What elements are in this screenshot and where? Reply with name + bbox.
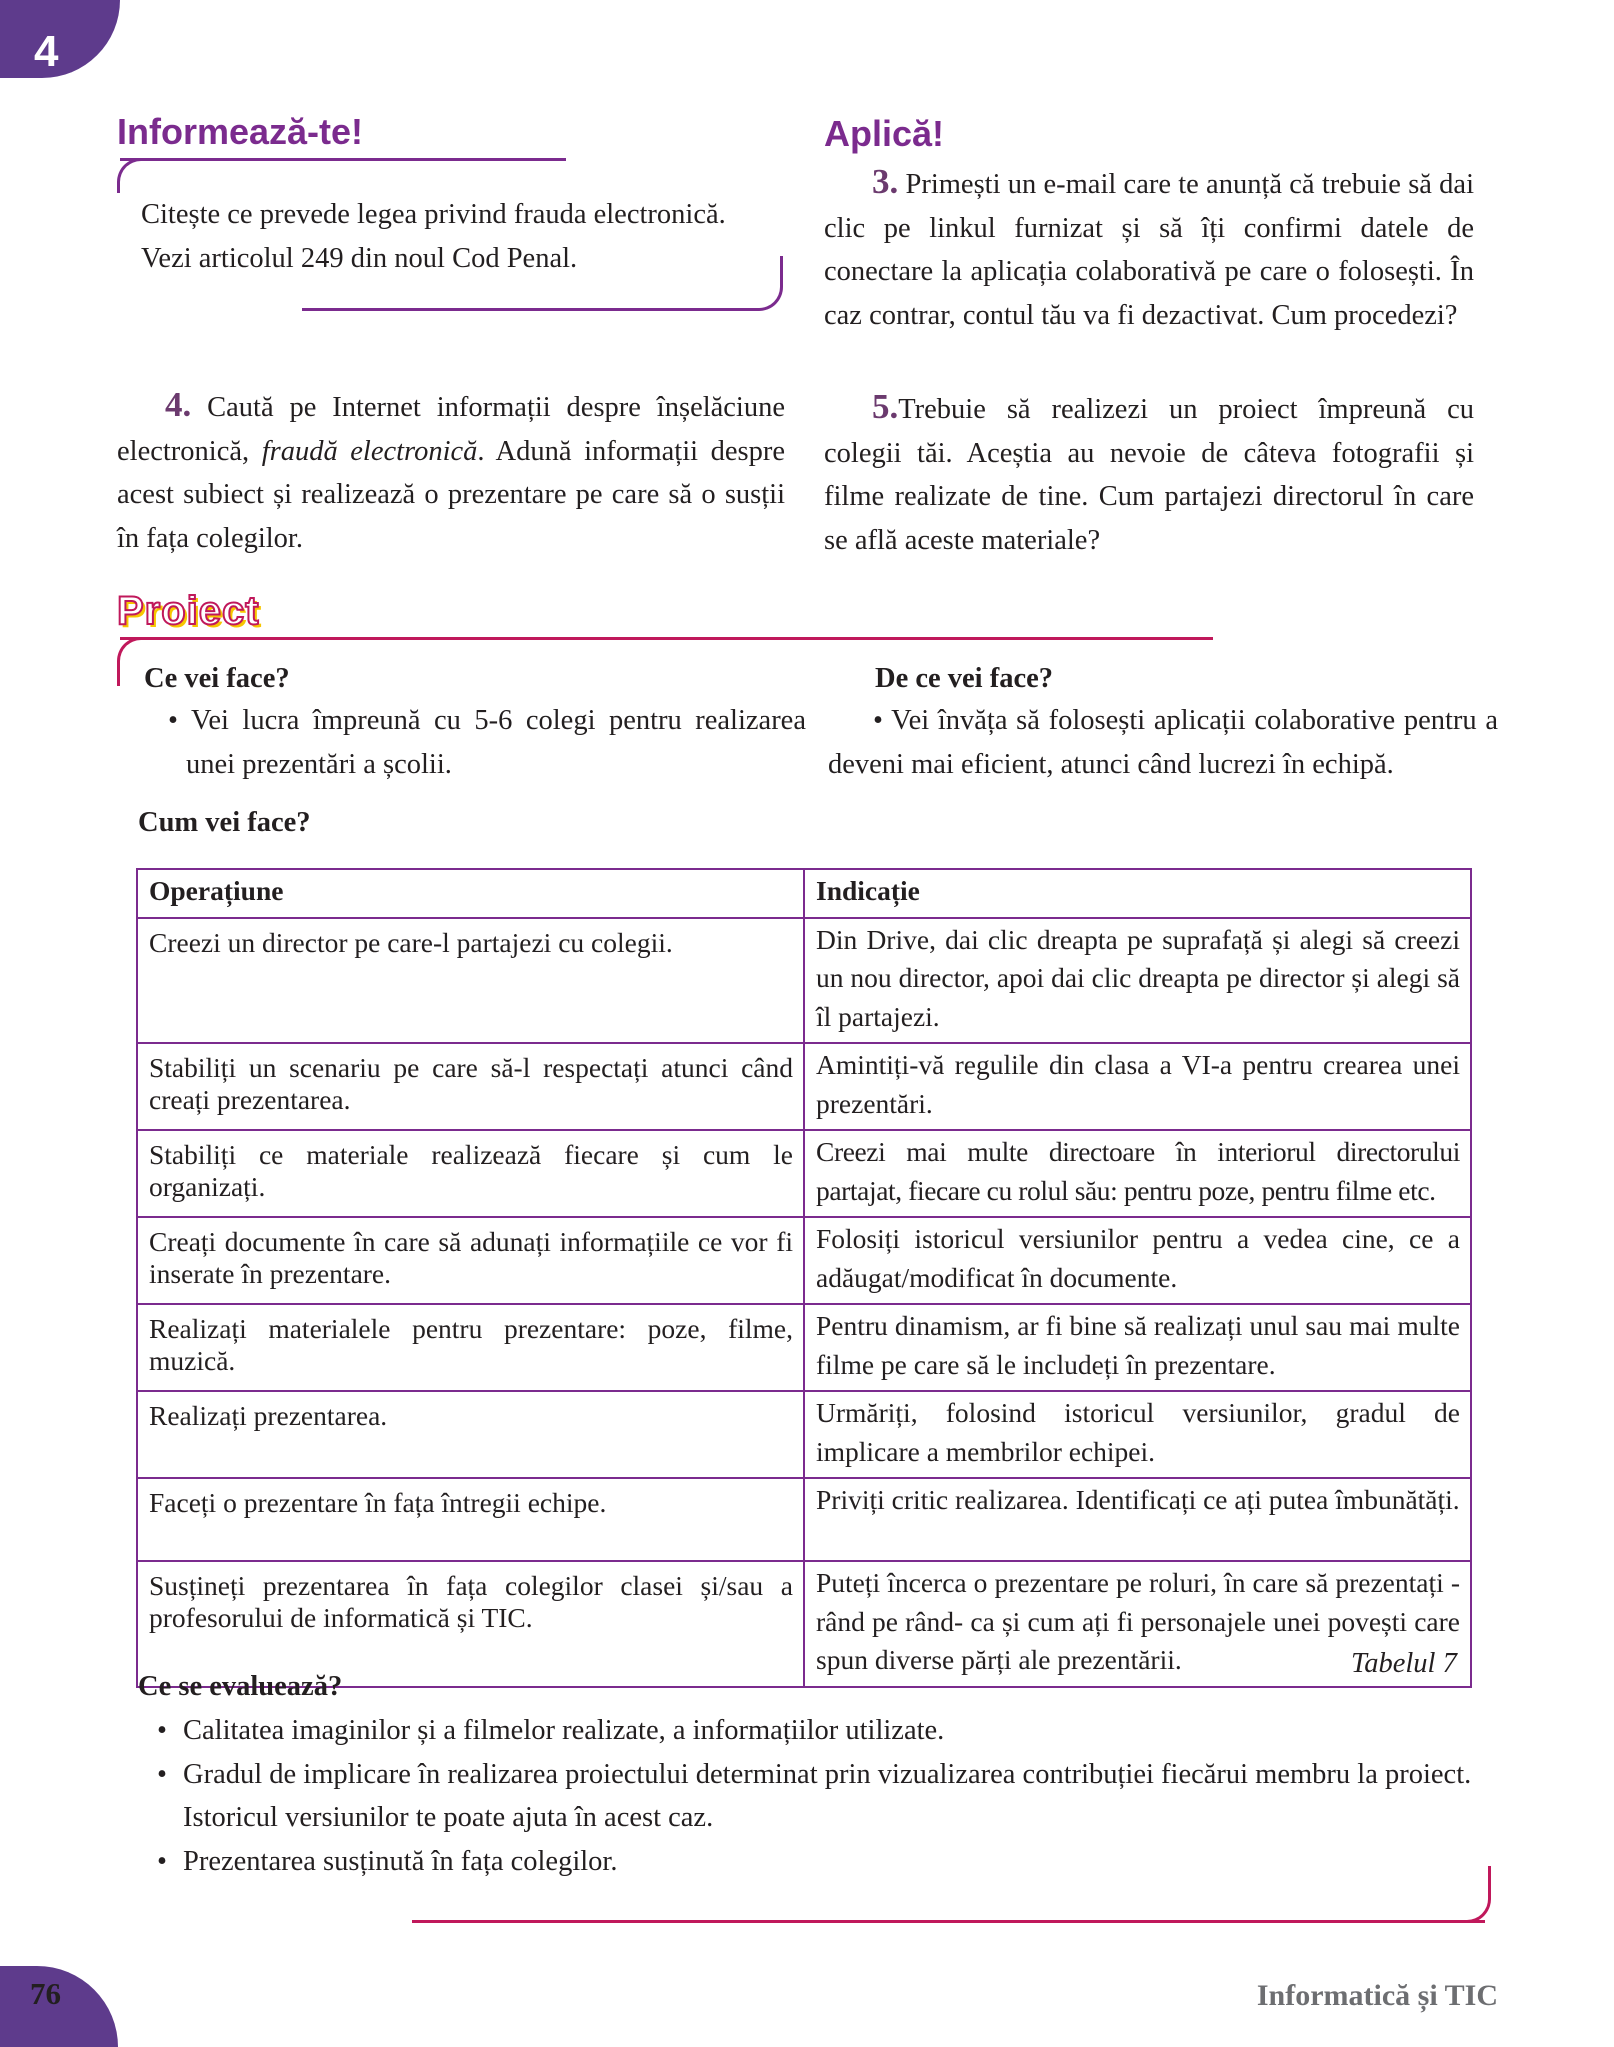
exercise-5 — [824, 385, 1474, 562]
what-item-text: Vei lucra împreună cu 5-6 colegi pentru realizarea unei prezentări a școlii. — [186, 705, 806, 780]
operation-cell: Realizați prezentarea. — [137, 1391, 804, 1478]
project-badge: Proiect — [117, 589, 260, 633]
table-header-indication: Indicație — [804, 869, 1471, 918]
indication-cell: Amintiți-vă regulile din clasa a VI-a pentru crearea unei prezentări. — [804, 1043, 1471, 1130]
why-item — [828, 699, 1498, 786]
indication-cell — [804, 1130, 1471, 1217]
exercise-3-text: Primești un e-mail care te anunță că trebuie să dai clic pe linkul furnizat și să îți confirmi datele de conectare la aplicația colaborativă pe care o folosești. În caz contrar, contul tău va fi dezactivat. Cum procedezi? — [824, 169, 1474, 331]
exercise-4-text-b: . Adună informații despre acest subiect și realizează o prezentare pe care să o susții în fața colegilor. — [117, 435, 785, 554]
inform-text: Citește ce prevede legea privind frauda electronică. Vezi articolul 249 din noul Cod Penal. — [141, 199, 726, 274]
indication-text: Creezi mai multe directoare în interiorul directorului partajat, fiecare cu rolul său: pentru poze, pentru filme etc. — [816, 1136, 1460, 1206]
how-title: Cum vei face? — [138, 807, 311, 838]
why-title: De ce vei face? — [875, 663, 1054, 694]
operation-cell: Faceți o prezentare în fața întregii echipe. — [137, 1478, 804, 1561]
indication-cell: Pentru dinamism, ar fi bine să realizați unul sau mai multe filme pe care să le includeți în prezentare. — [804, 1304, 1471, 1391]
indication-cell: Urmăriți, folosind istoricul versiunilor, gradul de implicare a membrilor echipei. — [804, 1391, 1471, 1478]
why-item-text: Vei învăța să folosești aplicații colaborative pentru a deveni mai eficient, atunci când lucrezi în echipă. — [828, 705, 1498, 780]
inform-corner-bottom — [752, 256, 783, 311]
chapter-tab — [0, 0, 120, 78]
inform-bottom-rule — [302, 308, 754, 311]
evaluation-list — [157, 1709, 1497, 1883]
operation-cell: Susțineți prezentarea în fața colegilor clasei și/sau a profesorului de informatică și TIC. — [137, 1561, 804, 1687]
operation-cell: Stabiliți un scenariu pe care să-l respectați atunci când creați prezentarea. — [137, 1043, 804, 1130]
project-bottom-rule — [412, 1920, 1485, 1923]
page-number: 76 — [30, 1976, 61, 2011]
exercise-4-number: 4. — [165, 385, 192, 424]
exercise-3-number: 3. — [872, 162, 899, 201]
bullet-icon: • — [873, 705, 892, 736]
operation-cell: Stabiliți ce materiale realizează fiecare și cum le organizați. — [137, 1130, 804, 1217]
exercise-3 — [824, 160, 1474, 337]
operations-table — [136, 868, 1472, 1688]
exercise-4-emphasis: fraudă electronică — [261, 435, 478, 467]
project-top-rule — [120, 637, 1213, 640]
evaluation-title: Ce se evaluează? — [138, 1671, 343, 1702]
footer-subject: Informatică și TIC — [1256, 1979, 1498, 2012]
exercise-5-number: 5. — [872, 387, 899, 426]
project-corner-bottom — [1464, 1866, 1491, 1923]
exercise-4-text-a: Caută pe Internet informații despre înșelăciune electronică, — [117, 392, 786, 467]
operation-cell: Creați documente în care să adunați informațiile ce vor fi inserate în prezentare. — [137, 1217, 804, 1304]
inform-heading: Informează-te! — [117, 111, 364, 152]
indication-cell: Folosiți istoricul versiunilor pentru a vedea cine, ce a adăugat/modificat în documente. — [804, 1217, 1471, 1304]
table-header-operation: Operațiune — [137, 869, 804, 918]
what-title: Ce vei face? — [144, 663, 290, 694]
table-row — [137, 1478, 1471, 1561]
operation-cell: Realizați materialele pentru prezentare: poze, filme, muzică. — [137, 1304, 804, 1391]
table-row — [137, 1043, 1471, 1130]
chapter-number: 4 — [34, 27, 59, 76]
table-row — [137, 1391, 1471, 1478]
indication-cell: Priviți critic realizarea. Identificați ce ați putea îmbunătăți. — [804, 1478, 1471, 1561]
table-row — [137, 1217, 1471, 1304]
list-item: • Calitatea imaginilor și a filmelor realizate, a informațiilor utilizate. — [157, 1709, 1497, 1753]
indication-cell: Puteți încerca o prezentare pe roluri, în care să prezentați - rând pe rând- ca și cum ați fi personajele unei povești care spun diverse părți ale prezentării. — [804, 1561, 1471, 1687]
inform-corner-top — [117, 158, 148, 193]
list-item: • Gradul de implicare în realizarea proiectului determinat prin vizualizarea contribuției fiecărui membru la proiect. Istoricul versiunilor te poate ajuta în acest caz. — [157, 1753, 1497, 1840]
table-header-row — [137, 869, 1471, 918]
table-row — [137, 1130, 1471, 1217]
exercise-5-text: Trebuie să realizezi un proiect împreună cu colegii tăi. Aceștia au nevoie de câteva fotografii și filme realizate de tine. Cum partajezi directorul în care se află aceste materiale? — [824, 394, 1474, 556]
table-row — [137, 918, 1471, 1044]
indication-cell: Din Drive, dai clic dreapta pe suprafață și alegi să creezi un nou director, apoi dai clic dreapta pe director și alegi să îl partajezi. — [804, 918, 1471, 1044]
aplica-heading: Aplică! — [824, 113, 945, 154]
bullet-icon: • — [168, 705, 191, 736]
list-item: • Prezentarea susținută în fața colegilor. — [157, 1840, 1497, 1884]
table-row — [137, 1304, 1471, 1391]
exercise-4 — [117, 383, 785, 560]
operation-cell: Creezi un director pe care-l partajezi cu colegii. — [137, 918, 804, 1044]
inform-top-rule — [120, 158, 566, 161]
table-caption: Tabelul 7 — [1351, 1648, 1457, 1679]
what-item — [168, 699, 806, 786]
